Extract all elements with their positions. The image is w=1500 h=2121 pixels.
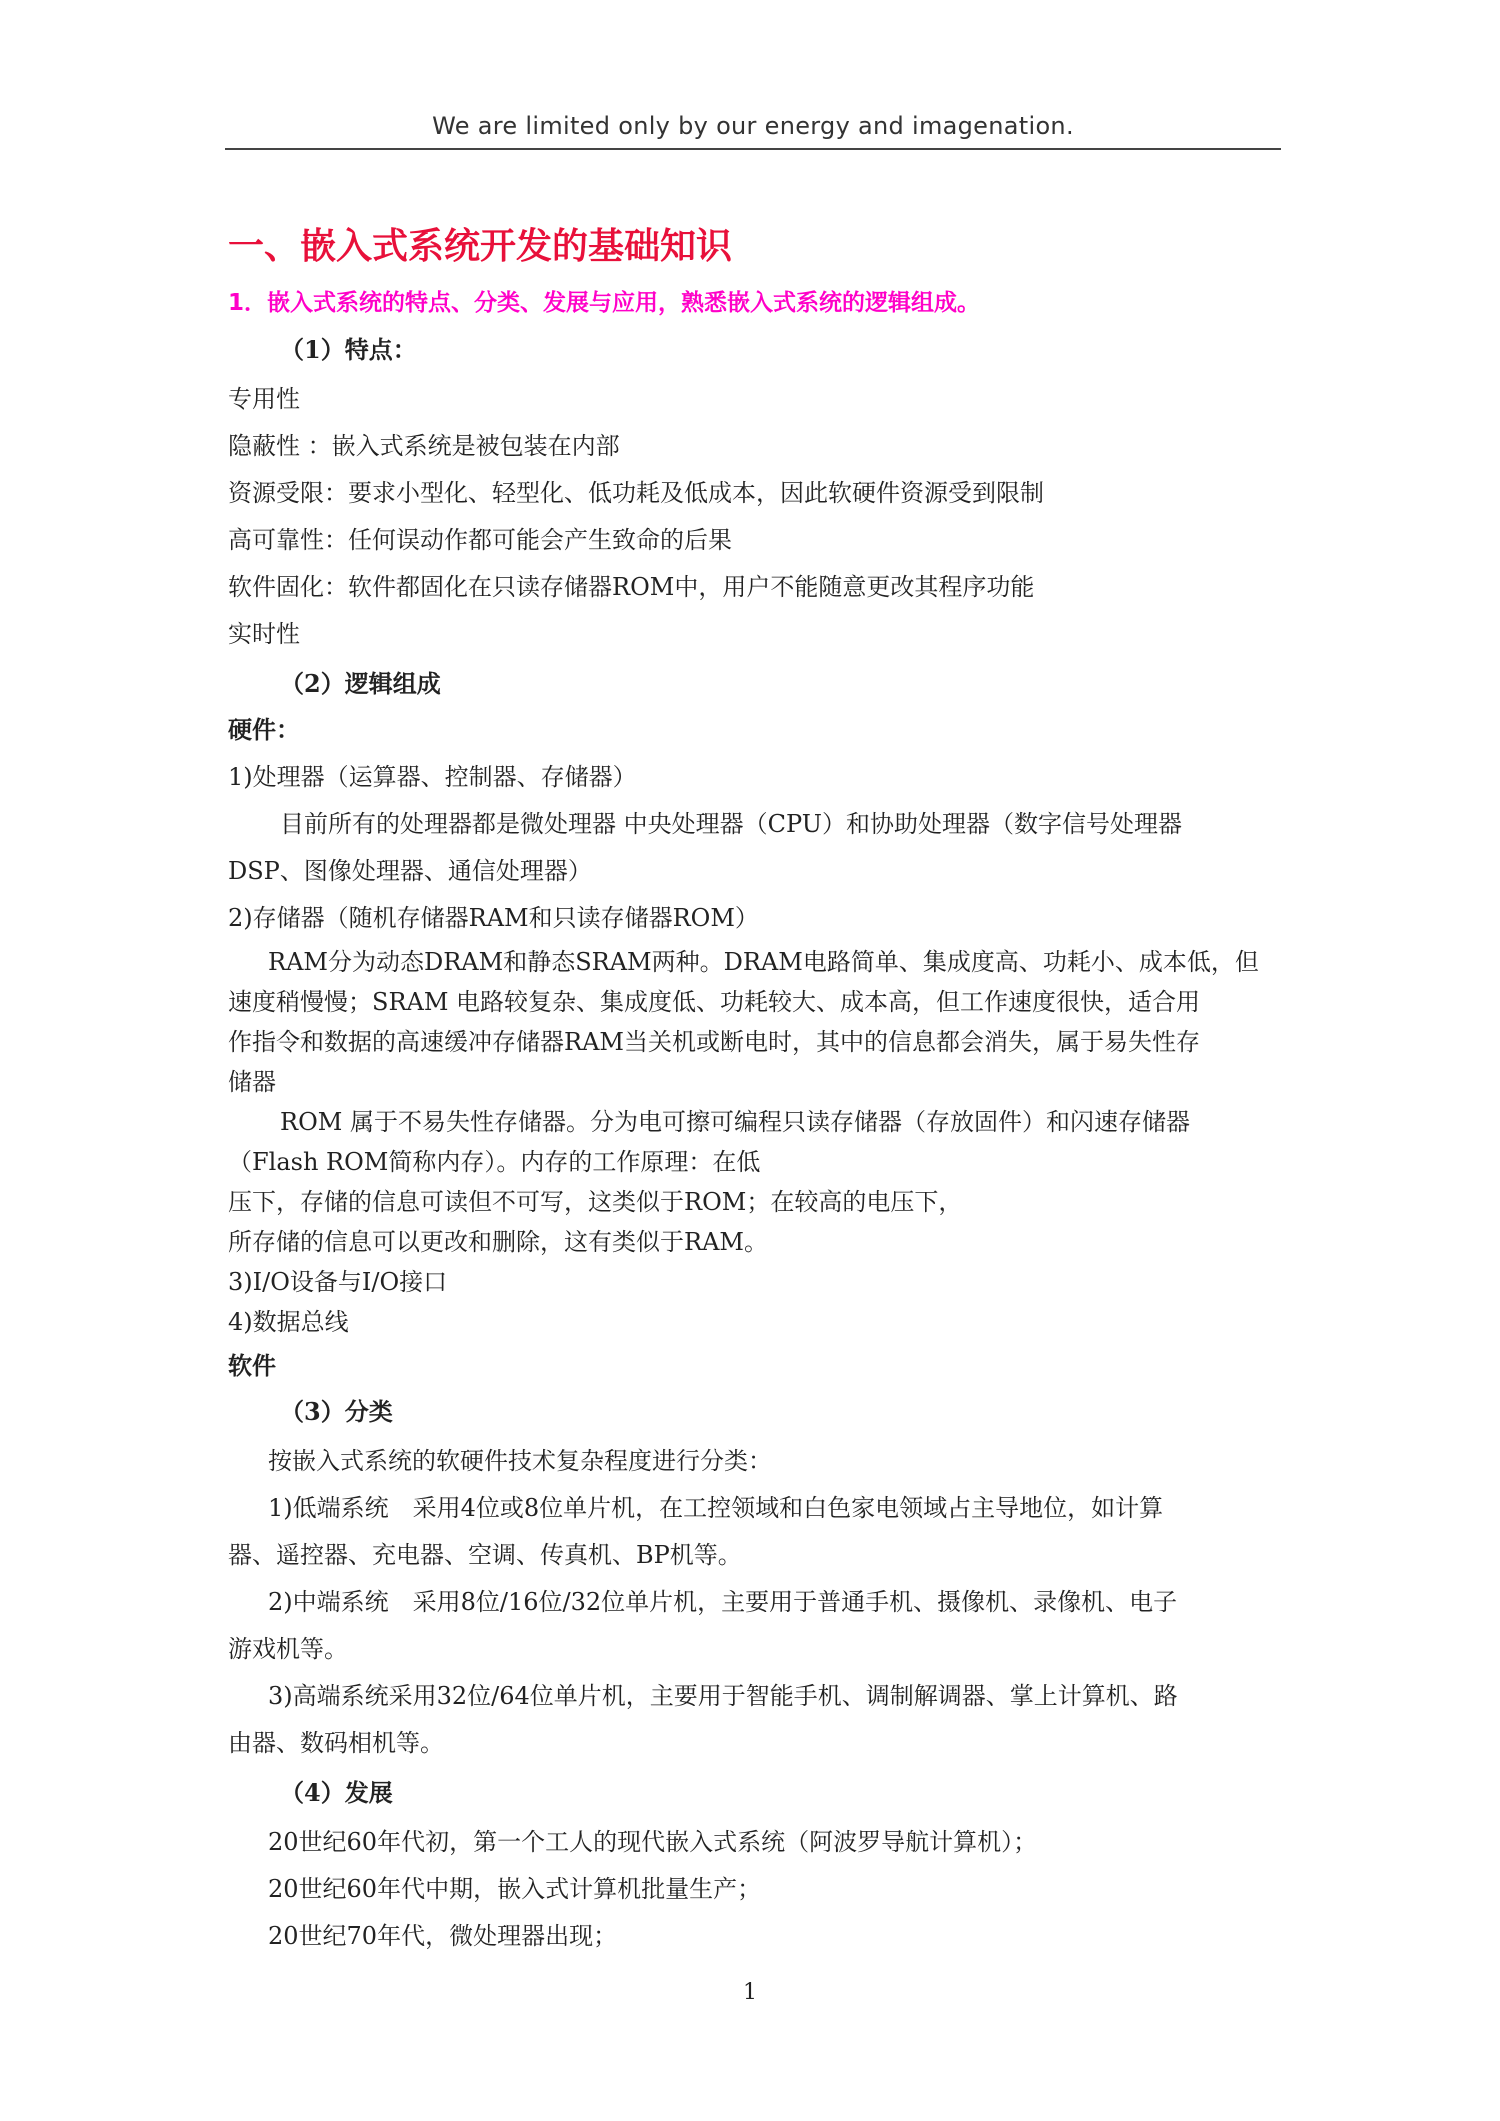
rom-text-line: （Flash ROM简称内存）。内存的工作原理：在低 <box>228 1148 761 1176</box>
development-item: 20世纪60年代初，第一个工人的现代嵌入式系统（阿波罗导航计算机）； <box>268 1828 1038 1856</box>
section-heading: 1．嵌入式系统的特点、分类、发展与应用，熟悉嵌入式系统的逻辑组成。 <box>228 290 981 316</box>
header-rule <box>225 148 1281 150</box>
class-high-line: 3)高端系统采用32位/64位单片机，主要用于智能手机、调制解调器、掌上计算机、路 <box>268 1682 1178 1710</box>
page-number: 1 <box>743 1980 757 2005</box>
memory-title: 2)存储器（随机存储器RAM和只读存储器ROM） <box>228 904 759 932</box>
class-high-line: 由器、数码相机等。 <box>228 1729 444 1757</box>
feature-item: 资源受限：要求小型化、轻型化、低功耗及低成本，因此软硬件资源受到限制 <box>228 479 1044 507</box>
ram-text-line: 储器 <box>228 1068 276 1096</box>
ram-text-line: 作指令和数据的高速缓冲存储器RAM当关机或断电时，其中的信息都会消失，属于易失性存 <box>228 1028 1200 1056</box>
processor-title: 1)处理器（运算器、控制器、存储器） <box>228 763 637 791</box>
ram-text-line: RAM分为动态DRAM和静态SRAM两种。DRAM电路简单、集成度高、功耗小、成本低，但 <box>268 948 1259 976</box>
features-heading: （1）特点： <box>280 335 417 364</box>
software-label: 软件 <box>228 1351 276 1380</box>
feature-item: 专用性 <box>228 385 300 413</box>
classification-intro: 按嵌入式系统的软硬件技术复杂程度进行分类： <box>268 1447 772 1475</box>
logic-heading: （2）逻辑组成 <box>280 669 441 698</box>
io-title: 3)I/O设备与I/O接口 <box>228 1268 448 1296</box>
bus-title: 4)数据总线 <box>228 1308 349 1336</box>
rom-text-line: 所存储的信息可以更改和删除，这有类似于RAM。 <box>228 1228 768 1256</box>
rom-text-line: 压下，存储的信息可读但不可写，这类似于ROM；在较高的电压下， <box>228 1188 963 1216</box>
page-content <box>228 222 1283 1960</box>
classification-heading: （3）分类 <box>280 1397 393 1426</box>
class-low-line: 器、遥控器、充电器、空调、传真机、BP机等。 <box>228 1541 742 1569</box>
processor-text-line: DSP、图像处理器、通信处理器） <box>228 857 592 885</box>
feature-item: 实时性 <box>228 620 300 648</box>
feature-item: 软件固化：软件都固化在只读存储器ROM中，用户不能随意更改其程序功能 <box>228 573 1035 601</box>
class-mid-line: 2)中端系统 采用8位/16位/32位单片机，主要用于普通手机、摄像机、录像机、电子 <box>268 1588 1178 1616</box>
processor-text-line: 目前所有的处理器都是微处理器 中央处理器（CPU）和协助处理器（数字信号处理器 <box>280 810 1182 838</box>
class-mid-line: 游戏机等。 <box>228 1635 348 1663</box>
hardware-label: 硬件： <box>228 715 300 744</box>
development-item: 20世纪70年代，微处理器出现； <box>268 1922 618 1950</box>
class-low-line: 1)低端系统 采用4位或8位单片机，在工控领域和白色家电领域占主导地位，如计算 <box>268 1494 1164 1522</box>
feature-item: 高可靠性：任何误动作都可能会产生致命的后果 <box>228 526 732 554</box>
feature-item: 隐蔽性 ：嵌入式系统是被包装在内部 <box>228 432 620 460</box>
chapter-title: 一、嵌入式系统开发的基础知识 <box>228 226 733 267</box>
development-heading: （4）发展 <box>280 1778 393 1807</box>
ram-text-line: 速度稍慢慢；SRAM 电路较复杂、集成度低、功耗较大、成本高，但工作速度很快，适合用 <box>228 988 1201 1016</box>
development-item: 20世纪60年代中期，嵌入式计算机批量生产； <box>268 1875 762 1903</box>
running-header: We are limited only by our energy and imagenation. <box>432 112 1074 140</box>
rom-text-line: ROM 属于不易失性存储器。分为电可擦可编程只读存储器（存放固件）和闪速存储器 <box>280 1108 1190 1136</box>
